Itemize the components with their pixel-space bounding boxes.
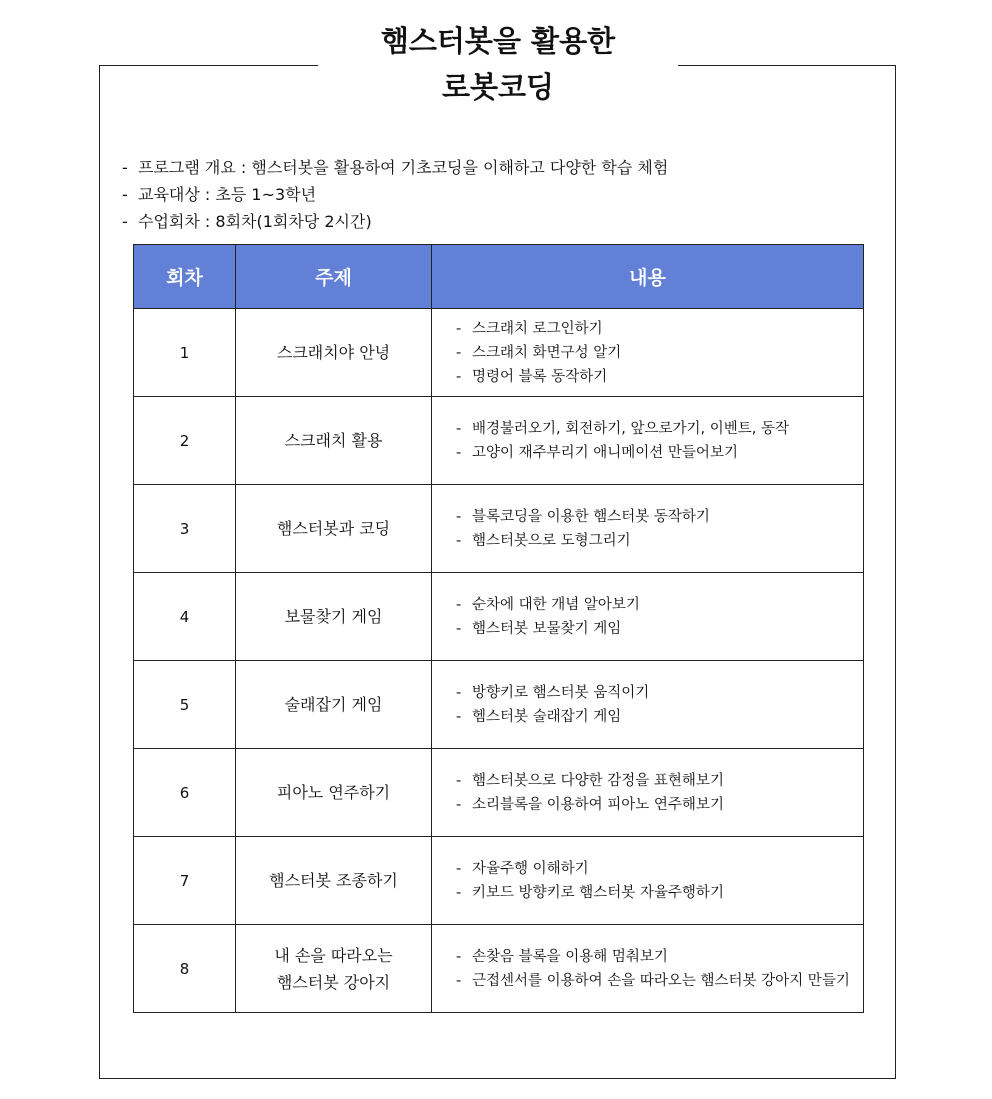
header-content: 내용 <box>432 245 864 309</box>
session-content <box>432 749 864 837</box>
content-text: 근접센서를 이용하여 손을 따라오는 햄스터봇 강아지 만들기 <box>472 972 850 989</box>
list-item <box>456 857 855 881</box>
topic-line: 내 손을 따라오는 <box>274 945 393 965</box>
table-row <box>134 573 864 661</box>
content-text: 순차에 대한 개념 알아보기 <box>472 596 640 613</box>
page-title-line-2: 로봇코딩 <box>441 70 555 104</box>
table-header-row <box>134 245 864 309</box>
topic-line: 햄스터봇과 코딩 <box>276 519 391 538</box>
session-topic <box>236 309 432 397</box>
table-row <box>134 661 864 749</box>
content-text: 스크래치 로그인하기 <box>472 320 603 337</box>
content-text: 자율주행 이해하기 <box>472 860 589 877</box>
topic-line: 햄스터봇 조종하기 <box>269 871 398 890</box>
list-item <box>456 769 855 793</box>
list-item <box>456 945 855 969</box>
table-row <box>134 397 864 485</box>
list-item <box>456 365 855 389</box>
session-number: 6 <box>134 749 236 837</box>
table-row <box>134 485 864 573</box>
list-item <box>456 617 855 641</box>
bullet-dash: - <box>456 508 462 525</box>
session-topic <box>236 485 432 573</box>
bullet-dash: - <box>122 212 128 231</box>
topic-line: 술래잡기 게임 <box>284 695 383 714</box>
overview-text: 프로그램 개요 : 햄스터봇을 활용하여 기초코딩을 이해하고 다양한 학습 체험 <box>138 158 669 177</box>
session-content <box>432 309 864 397</box>
header-session: 회차 <box>134 245 236 309</box>
content-text: 방향키로 햄스터봇 움직이기 <box>472 684 650 701</box>
curriculum-table <box>133 244 864 1013</box>
list-item <box>456 793 855 817</box>
bullet-dash: - <box>456 972 462 989</box>
bullet-dash: - <box>456 344 462 361</box>
session-content <box>432 485 864 573</box>
session-content <box>432 837 864 925</box>
bullet-dash: - <box>456 596 462 613</box>
list-item <box>456 969 855 993</box>
program-overview <box>122 154 862 235</box>
page-title-line-1: 햄스터봇을 활용한 <box>380 24 616 58</box>
bullet-dash: - <box>456 620 462 637</box>
session-topic <box>236 573 432 661</box>
list-item <box>456 417 855 441</box>
overview-item <box>122 181 862 208</box>
page-title <box>318 18 678 110</box>
topic-line: 보물찾기 게임 <box>284 607 383 626</box>
overview-item <box>122 208 862 235</box>
bullet-dash: - <box>456 368 462 385</box>
bullet-dash: - <box>456 444 462 461</box>
list-item <box>456 341 855 365</box>
session-content <box>432 573 864 661</box>
content-text: 키보드 방향키로 햄스터봇 자율주행하기 <box>472 884 724 901</box>
content-text: 햄스터봇으로 도형그리기 <box>472 532 631 549</box>
content-text: 헴스터봇 술래잡기 게임 <box>472 708 622 725</box>
bullet-dash: - <box>456 948 462 965</box>
table-body <box>134 309 864 1013</box>
content-text: 명령어 블록 동작하기 <box>472 368 608 385</box>
bullet-dash: - <box>456 532 462 549</box>
session-number: 4 <box>134 573 236 661</box>
bullet-dash: - <box>456 708 462 725</box>
list-item <box>456 705 855 729</box>
bullet-dash: - <box>456 884 462 901</box>
content-text: 햄스터봇 보물찾기 게임 <box>472 620 622 637</box>
topic-line: 스크래치 활용 <box>284 431 383 450</box>
bullet-dash: - <box>456 772 462 789</box>
table-row <box>134 309 864 397</box>
content-text: 고양이 재주부리기 애니메이션 만들어보기 <box>472 444 738 461</box>
session-number: 7 <box>134 837 236 925</box>
session-topic <box>236 925 432 1013</box>
bullet-dash: - <box>122 158 128 177</box>
session-topic <box>236 749 432 837</box>
list-item <box>456 441 855 465</box>
content-text: 손찾음 블록을 이용해 멈춰보기 <box>472 948 668 965</box>
content-text: 소리블록을 이용하여 피아노 연주해보기 <box>472 796 724 813</box>
content-text: 햄스터봇으로 다양한 감정을 표현해보기 <box>472 772 724 789</box>
bullet-dash: - <box>456 796 462 813</box>
bullet-dash: - <box>456 860 462 877</box>
content-text: 블록코딩을 이용한 햄스터봇 동작하기 <box>472 508 710 525</box>
session-topic <box>236 397 432 485</box>
overview-item <box>122 154 862 181</box>
session-number: 1 <box>134 309 236 397</box>
session-content <box>432 397 864 485</box>
table-row <box>134 837 864 925</box>
session-topic <box>236 837 432 925</box>
bullet-dash: - <box>456 420 462 437</box>
content-text: 스크래치 화면구성 알기 <box>472 344 622 361</box>
table-row <box>134 749 864 837</box>
overview-text: 교육대상 : 초등 1~3학년 <box>138 185 317 204</box>
list-item <box>456 593 855 617</box>
content-text: 배경불러오기, 회전하기, 앞으로가기, 이벤트, 동작 <box>472 420 790 437</box>
topic-line: 햄스터봇 강아지 <box>276 972 391 992</box>
session-number: 8 <box>134 925 236 1013</box>
bullet-dash: - <box>456 320 462 337</box>
bullet-dash: - <box>122 185 128 204</box>
session-topic <box>236 661 432 749</box>
session-number: 3 <box>134 485 236 573</box>
list-item <box>456 505 855 529</box>
session-content <box>432 925 864 1013</box>
list-item <box>456 881 855 905</box>
list-item <box>456 317 855 341</box>
overview-text: 수업회차 : 8회차(1회차당 2시간) <box>138 212 372 231</box>
header-topic: 주제 <box>236 245 432 309</box>
session-number: 5 <box>134 661 236 749</box>
list-item <box>456 529 855 553</box>
topic-line: 스크래치야 안녕 <box>276 343 391 362</box>
topic-line: 피아노 연주하기 <box>276 783 391 802</box>
session-content <box>432 661 864 749</box>
list-item <box>456 681 855 705</box>
session-number: 2 <box>134 397 236 485</box>
bullet-dash: - <box>456 684 462 701</box>
table-row <box>134 925 864 1013</box>
